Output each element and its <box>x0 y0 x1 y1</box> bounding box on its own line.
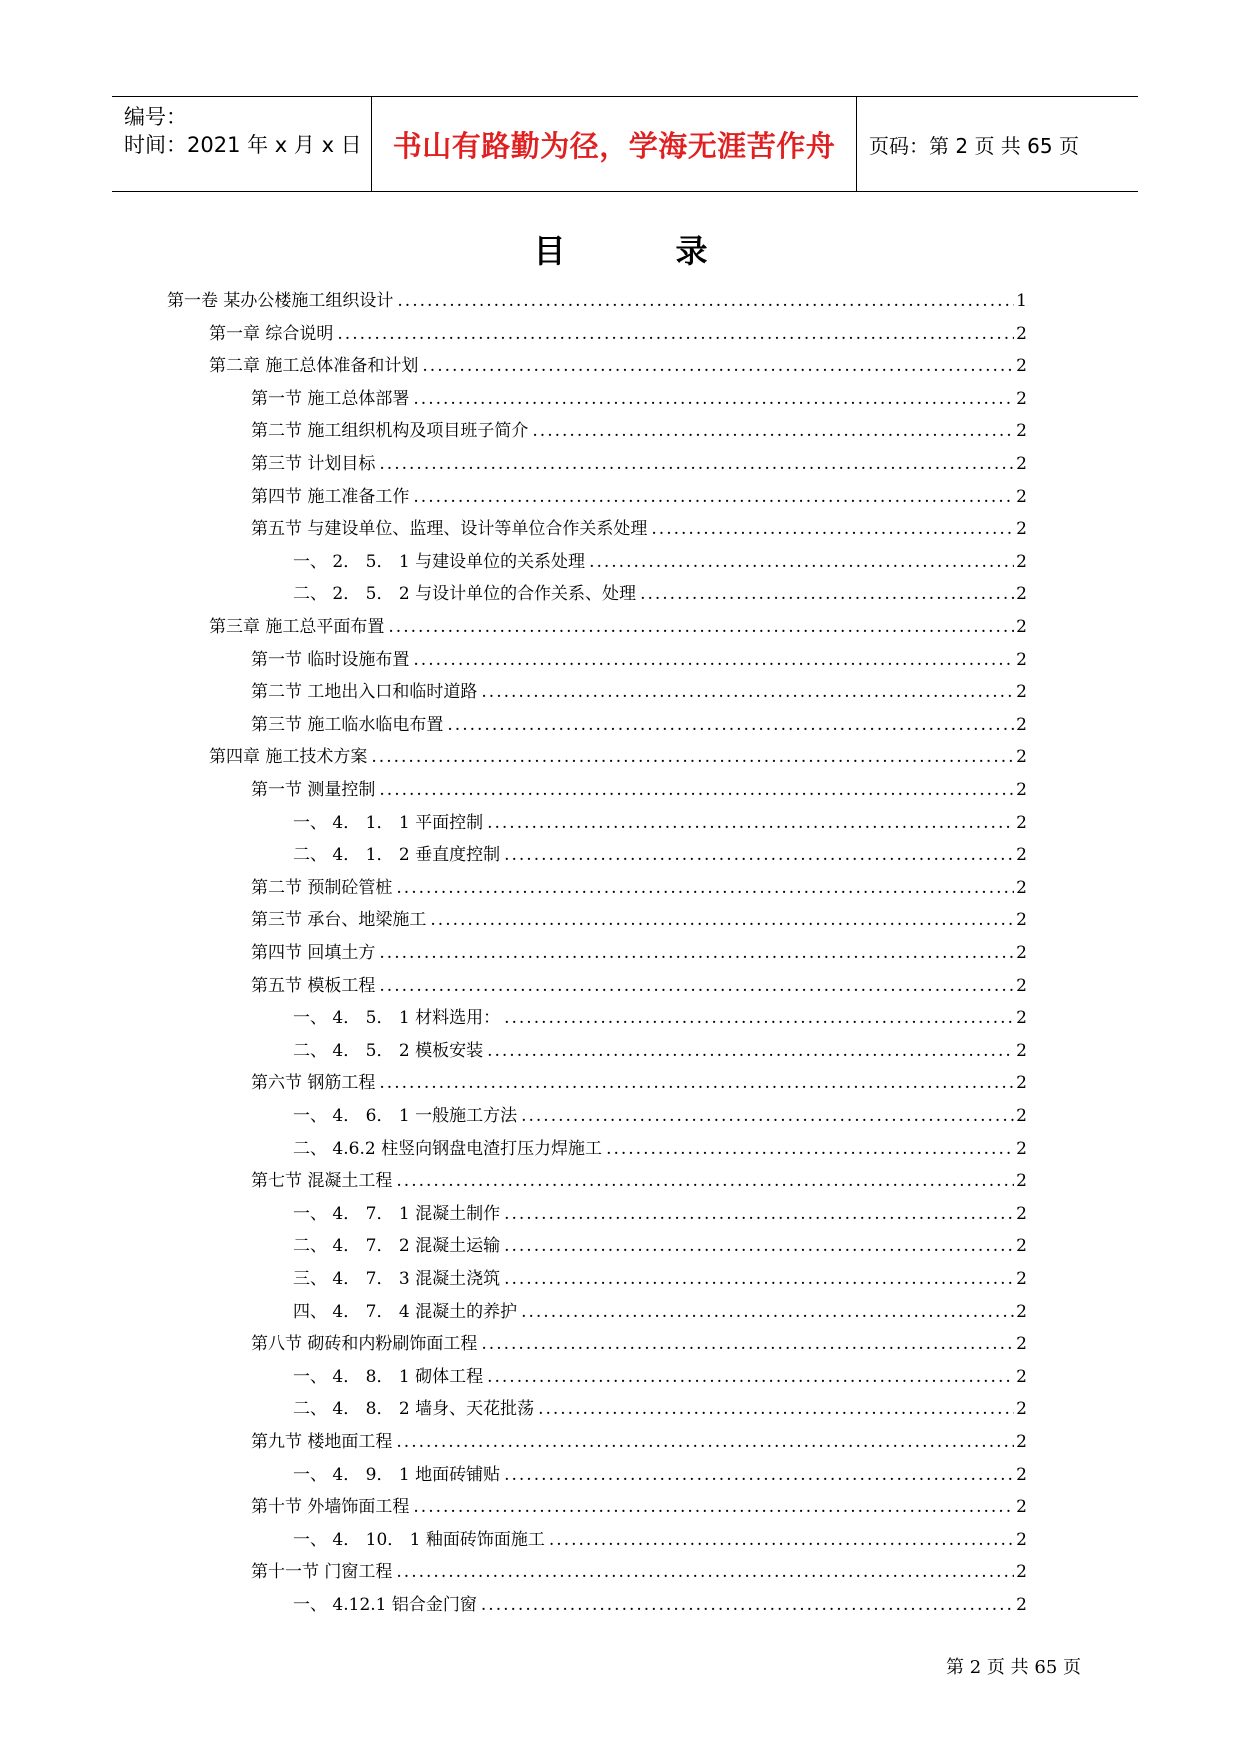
toc-leader-dots <box>521 1302 1014 1322</box>
toc-entry-title: 第二节 预制砼管桩 <box>251 877 393 898</box>
toc-leader-dots <box>538 1399 1014 1419</box>
toc-entry-title: 第四节 回填土方 <box>251 943 376 963</box>
toc-entry-page: 2 <box>1016 388 1027 409</box>
toc-entry-title: 一、 4． 5． 1 材料选用： <box>293 1008 501 1029</box>
toc-leader-dots <box>371 747 1014 767</box>
toc-entry[interactable] <box>251 873 1027 903</box>
toc-entry-title: 第二节 工地出入口和临时道路 <box>251 682 478 703</box>
toc-leader-dots <box>487 1367 1014 1387</box>
toc-entry[interactable] <box>293 1394 1027 1424</box>
toc-entry-title: 第六节 钢筋工程 <box>251 1073 376 1094</box>
toc-entry-page: 2 <box>1016 747 1027 768</box>
toc-leader-dots <box>379 454 1014 474</box>
toc-entry[interactable] <box>251 1166 1027 1196</box>
toc-entry[interactable] <box>293 1264 1027 1294</box>
toc-entry[interactable] <box>251 645 1027 675</box>
toc-entry-title: 二、 4． 1． 2 垂直度控制 <box>293 845 501 866</box>
toc-entry[interactable] <box>293 1003 1027 1033</box>
toc-entry-title: 第三节 施工临水临电布置 <box>251 714 444 735</box>
toc-entry-title: 第三节 计划目标 <box>251 454 376 474</box>
toc-entry[interactable] <box>293 1590 1027 1620</box>
toc-leader-dots <box>532 421 1014 441</box>
toc-entry[interactable] <box>251 775 1027 805</box>
toc-entry-page: 2 <box>1016 812 1027 833</box>
toc-leader-dots <box>481 1595 1014 1615</box>
toc-entry[interactable] <box>293 1134 1027 1164</box>
toc-entry-page: 2 <box>1016 1562 1027 1583</box>
toc-entry[interactable] <box>293 1101 1027 1131</box>
toc-entry-title: 第四节 施工准备工作 <box>251 486 410 507</box>
toc-leader-dots <box>388 617 1014 637</box>
toc-entry[interactable] <box>251 449 1027 479</box>
toc-entry-page: 2 <box>1016 454 1027 474</box>
toc-entry[interactable] <box>251 1492 1027 1522</box>
toc-entry-title: 第二节 施工组织机构及项目班子简介 <box>251 421 529 442</box>
toc-entry-title: 第三节 承台、地梁施工 <box>251 910 427 931</box>
toc-entry-title: 第三章 施工总平面布置 <box>209 617 385 637</box>
toc-entry-page: 2 <box>1016 1595 1027 1615</box>
toc-entry[interactable] <box>251 1329 1027 1359</box>
toc-entry[interactable] <box>293 1362 1027 1392</box>
toc-leader-dots <box>504 1465 1014 1485</box>
toc-entry-title: 第七节 混凝土工程 <box>251 1171 393 1192</box>
toc-entry-page: 2 <box>1016 1106 1027 1126</box>
toc-leader-dots <box>379 780 1014 800</box>
toc-entry-page: 2 <box>1016 1008 1027 1029</box>
toc-entry-page: 2 <box>1016 714 1027 735</box>
toc-entry[interactable] <box>251 710 1027 740</box>
toc-entry-title: 一、 4． 9． 1 地面砖铺贴 <box>293 1464 501 1485</box>
toc-entry-title: 二、 2． 5． 2 与设计单位的合作关系、处理 <box>293 584 637 605</box>
toc-entry-page: 2 <box>1016 845 1027 866</box>
motto-text: 书山有路勤为径，学海无涯苦作舟 <box>392 128 836 163</box>
toc-entry-page: 2 <box>1016 1334 1027 1355</box>
toc-entry-page: 2 <box>1016 551 1027 572</box>
toc-entry-title: 一、 4． 6． 1 一般施工方法 <box>293 1106 518 1126</box>
toc-entry-title: 第八节 砌砖和内粉刷饰面工程 <box>251 1334 478 1355</box>
toc-entry-page: 1 <box>1016 291 1027 311</box>
toc-entry-title: 第十节 外墙饰面工程 <box>251 1497 410 1518</box>
toc-leader-dots <box>549 1530 1014 1550</box>
page-info-text: 页码：第 2 页 共 65 页 <box>869 133 1079 158</box>
toc-entry-title: 一、 4． 10． 1 釉面砖饰面施工 <box>293 1529 545 1550</box>
toc-entry-title: 二、 4． 8． 2 墙身、天花批荡 <box>293 1399 535 1420</box>
header-page-info <box>857 97 1138 191</box>
toc-entry-title: 一、 2． 5． 1 与建设单位的关系处理 <box>293 551 586 572</box>
toc-entry-page: 2 <box>1016 1236 1027 1257</box>
toc-entry[interactable] <box>251 1068 1027 1098</box>
toc-leader-dots <box>606 1139 1014 1159</box>
toc-entry-page: 2 <box>1016 1301 1027 1322</box>
toc-entry[interactable] <box>167 286 1027 316</box>
toc-leader-dots <box>396 878 1014 898</box>
toc-leader-dots <box>521 1106 1014 1126</box>
toc-entry[interactable] <box>293 1231 1027 1261</box>
toc-entry[interactable] <box>293 547 1027 577</box>
toc-entry[interactable] <box>293 1297 1027 1327</box>
toc-entry-page: 2 <box>1016 1040 1027 1061</box>
toc-entry[interactable] <box>293 808 1027 838</box>
toc-leader-dots <box>397 291 1014 311</box>
toc-entry-page: 2 <box>1016 519 1027 540</box>
toc-entry[interactable] <box>293 579 1027 609</box>
toc-leader-dots <box>413 650 1014 670</box>
page-title: 目录 <box>533 232 818 270</box>
toc-entry-title: 一、 4． 1． 1 平面控制 <box>293 812 484 833</box>
toc-entry[interactable] <box>209 319 1027 349</box>
toc-leader-dots <box>504 1008 1014 1028</box>
toc-entry-title: 第五节 模板工程 <box>251 975 376 996</box>
header-motto-cell <box>372 97 857 191</box>
toc-entry-page: 2 <box>1016 1529 1027 1550</box>
toc-entry-page: 2 <box>1016 421 1027 442</box>
toc-entry-title: 二、 4． 7． 2 混凝土运输 <box>293 1236 501 1257</box>
toc-entry-page: 2 <box>1016 1171 1027 1192</box>
toc-entry[interactable] <box>209 351 1027 381</box>
toc-entry[interactable] <box>209 742 1027 772</box>
toc-entry[interactable] <box>209 612 1027 642</box>
toc-entry[interactable] <box>251 677 1027 707</box>
toc-entry-title: 第一节 测量控制 <box>251 780 376 800</box>
toc-entry[interactable] <box>293 1199 1027 1229</box>
page-footer: 第 2 页 共 65 页 <box>946 1657 1081 1678</box>
toc-entry[interactable] <box>251 1557 1027 1587</box>
toc-entry[interactable] <box>251 905 1027 935</box>
toc-entry-title: 二、 4． 5． 2 模板安装 <box>293 1040 484 1061</box>
toc-entry[interactable] <box>251 1427 1027 1457</box>
toc-leader-dots <box>504 845 1014 865</box>
toc-leader-dots <box>379 1073 1014 1093</box>
toc-leader-dots <box>504 1269 1014 1289</box>
toc-entry-page: 2 <box>1016 780 1027 800</box>
toc-entry-title: 四、 4． 7． 4 混凝土的养护 <box>293 1301 518 1322</box>
toc-entry-page: 2 <box>1016 1366 1027 1387</box>
toc-entry-page: 2 <box>1016 1269 1027 1289</box>
toc-entry-page: 2 <box>1016 323 1027 344</box>
toc-entry-page: 2 <box>1016 1432 1027 1452</box>
toc-entry-page: 2 <box>1016 617 1027 637</box>
toc-entry[interactable] <box>293 840 1027 870</box>
toc-entry-title: 一、 4.12.1 铝合金门窗 <box>293 1595 477 1615</box>
toc-leader-dots <box>413 1497 1014 1517</box>
toc-leader-dots <box>396 1432 1014 1452</box>
toc-leader-dots <box>430 910 1014 930</box>
header-meta <box>112 97 372 191</box>
toc-entry-page: 2 <box>1016 1399 1027 1420</box>
toc-entry-page: 2 <box>1016 1497 1027 1518</box>
toc-entry-page: 2 <box>1016 1138 1027 1159</box>
toc-leader-dots <box>481 682 1014 702</box>
toc-entry-title: 第十一节 门窗工程 <box>251 1562 393 1583</box>
toc-entry-title: 二、 4.6.2 柱竖向钢盘电渣打压力焊施工 <box>293 1138 603 1159</box>
toc-entry-page: 2 <box>1016 356 1027 377</box>
toc-leader-dots <box>413 389 1014 409</box>
toc-entry-page: 2 <box>1016 877 1027 898</box>
toc-leader-dots <box>589 552 1014 572</box>
toc-leader-dots <box>379 976 1014 996</box>
toc-entry[interactable] <box>251 971 1027 1001</box>
toc-entry-page: 2 <box>1016 486 1027 507</box>
toc-entry[interactable] <box>251 938 1027 968</box>
toc-entry-page: 2 <box>1016 910 1027 931</box>
toc-entry-title: 一、 4． 8． 1 砌体工程 <box>293 1366 484 1387</box>
toc-entry-title: 第一章 综合说明 <box>209 323 334 344</box>
toc-entry-page: 2 <box>1016 975 1027 996</box>
toc-entry-title: 第一卷 某办公楼施工组织设计 <box>167 291 394 311</box>
toc-leader-dots <box>481 1334 1014 1354</box>
number-label: 编号： <box>124 105 187 129</box>
toc-leader-dots <box>396 1562 1014 1582</box>
toc-entry-page: 2 <box>1016 649 1027 670</box>
toc-entry-title: 第九节 楼地面工程 <box>251 1432 393 1452</box>
toc-entry[interactable] <box>251 384 1027 414</box>
toc-entry-title: 第一节 施工总体部署 <box>251 388 410 409</box>
toc-entry[interactable] <box>251 416 1027 446</box>
toc-entry[interactable] <box>293 1460 1027 1490</box>
time-label: 时间：2021 年 x 月 x 日 <box>124 133 362 157</box>
toc-leader-dots <box>487 813 1014 833</box>
toc-leader-dots <box>504 1236 1014 1256</box>
toc-entry[interactable] <box>293 1036 1027 1066</box>
toc-leader-dots <box>337 324 1014 344</box>
toc-leader-dots <box>504 1204 1014 1224</box>
toc-entry-page: 2 <box>1016 682 1027 703</box>
toc-entry-title: 第二章 施工总体准备和计划 <box>209 356 419 377</box>
toc-entry[interactable] <box>251 514 1027 544</box>
document-header <box>112 96 1138 192</box>
toc-entry-page: 2 <box>1016 1464 1027 1485</box>
toc-leader-dots <box>413 487 1014 507</box>
toc-leader-dots <box>396 1171 1014 1191</box>
toc-leader-dots <box>487 1041 1014 1061</box>
toc-leader-dots <box>640 584 1014 604</box>
toc-entry-page: 2 <box>1016 1073 1027 1094</box>
toc-entry-page: 2 <box>1016 943 1027 963</box>
toc-leader-dots <box>422 356 1014 376</box>
toc-entry[interactable] <box>251 482 1027 512</box>
toc-entry-title: 第五节 与建设单位、监理、设计等单位合作关系处理 <box>251 519 648 540</box>
toc-entry-title: 三、 4． 7． 3 混凝土浇筑 <box>293 1269 501 1289</box>
toc-entry-title: 一、 4． 7． 1 混凝土制作 <box>293 1203 501 1224</box>
toc-entry-page: 2 <box>1016 584 1027 605</box>
toc-entry-page: 2 <box>1016 1203 1027 1224</box>
toc-entry[interactable] <box>293 1525 1027 1555</box>
toc-entry-title: 第一节 临时设施布置 <box>251 649 410 670</box>
toc-leader-dots <box>447 715 1014 735</box>
toc-leader-dots <box>651 519 1014 539</box>
toc-entry-title: 第四章 施工技术方案 <box>209 747 368 768</box>
toc-leader-dots <box>379 943 1014 963</box>
